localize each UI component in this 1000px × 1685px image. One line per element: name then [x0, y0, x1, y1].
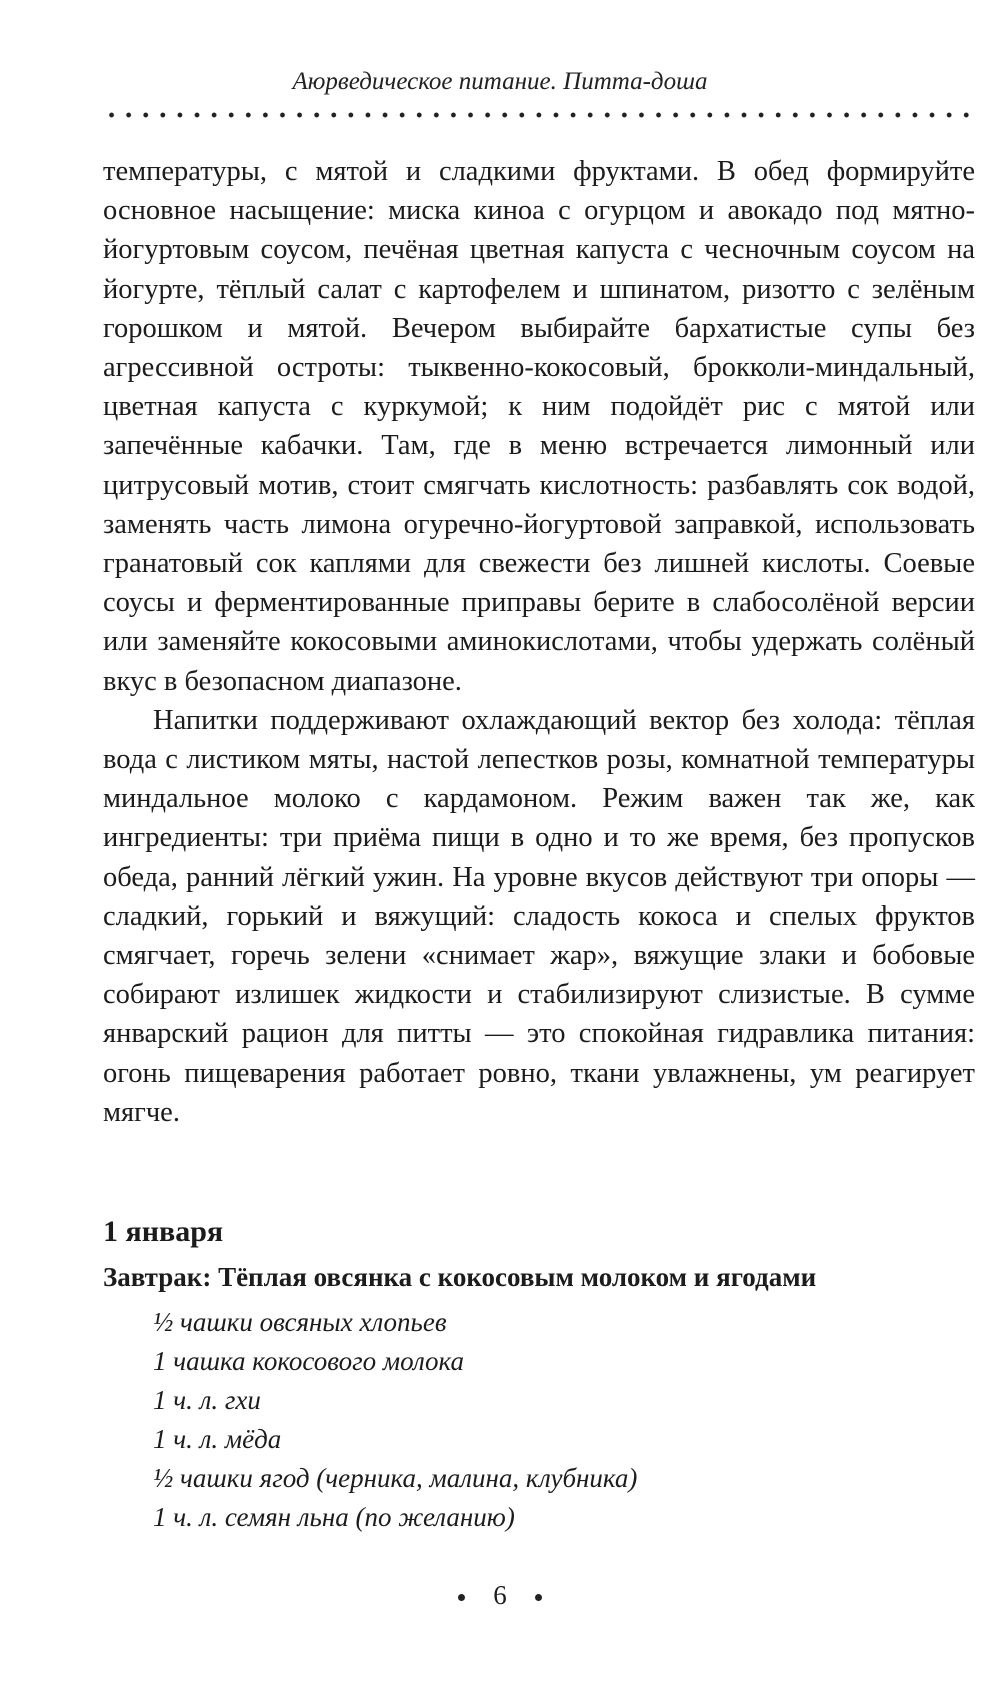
ingredient-item: 1 ч. л. гхи — [153, 1385, 261, 1415]
bullet-icon — [535, 1594, 542, 1601]
ingredient-item: ½ чашки овсяных хлопьев — [153, 1307, 447, 1337]
section-heading: 1 января — [103, 1215, 224, 1248]
paragraph: Напитки поддерживают охлаждающий вектор без холода: тёплая вода с листиком мяты, настой лепестков розы, комнатной температуры миндальное молоко с кардамоном. Режим важен так же, как ингредиенты: три приёма пищи в одно и то же время, без пропусков обеда, ранний лёгкий ужин. На уровне вкусов действуют три опоры — сладкий, горький и вяжущий: сладость кокоса и спелых фруктов смягчает, горечь зелени «снимает жар», вяжущие злаки и бобовые собирают излишек жидкости и стабилизируют слизистые. В сумме январский рацион для питты — это спокойная гидравлика питания: огонь пищеварения работает ровно, ткани увлажнены, ум реагирует мягче. — [103, 704, 975, 1128]
dotted-divider — [103, 111, 975, 119]
ingredient-item: 1 ч. л. семян льна (по желанию) — [153, 1502, 515, 1532]
page-number — [0, 1580, 1000, 1611]
paragraph: температуры, с мятой и сладкими фруктами. В обед формируйте основное насыщение: миска киноа с огурцом и авокадо под мятно-йогуртовым соусом, печёная цветная капуста с чесночным соусом на йогурте, тёплый салат с картофелем и шпинатом, ризотто с зелёным горошком и мятой. Вечером выбирайте бархатистые супы без агрессивной остроты: тыквенно-кокосовый, брокколи-миндальный, цветная капуста с куркумой; к ним подойдёт рис с мятой или запечённые кабачки. Там, где в меню встречается лимонный или цитрусовый мотив, стоит смягчать кислотность: разбавлять сок водой, заменять часть лимона огуречно-йогуртовой заправкой, использовать гранатовый сок каплями для свежести без лишней кислоты. Соевые соусы и ферментированные приправы берите в слабосолёной версии или заменяйте кокосовыми аминокислотами, чтобы удержать солёный вкус в безопасном диапазоне. — [103, 156, 975, 697]
ingredient-item: 1 чашка кокосового молока — [153, 1346, 465, 1376]
body-text — [103, 152, 975, 1132]
ingredient-item: 1 ч. л. мёда — [153, 1424, 282, 1454]
running-title: Аюрведическое питание. Питта-доша — [292, 68, 708, 95]
ingredient-list — [153, 1303, 637, 1537]
page-number-value: 6 — [493, 1580, 507, 1610]
recipe-title: Завтрак: Тёплая овсянка с кокосовым молоком и ягодами — [103, 1262, 817, 1292]
ingredient-item: ½ чашки ягод (черника, малина, клубника) — [153, 1463, 638, 1493]
bullet-icon — [458, 1594, 465, 1601]
